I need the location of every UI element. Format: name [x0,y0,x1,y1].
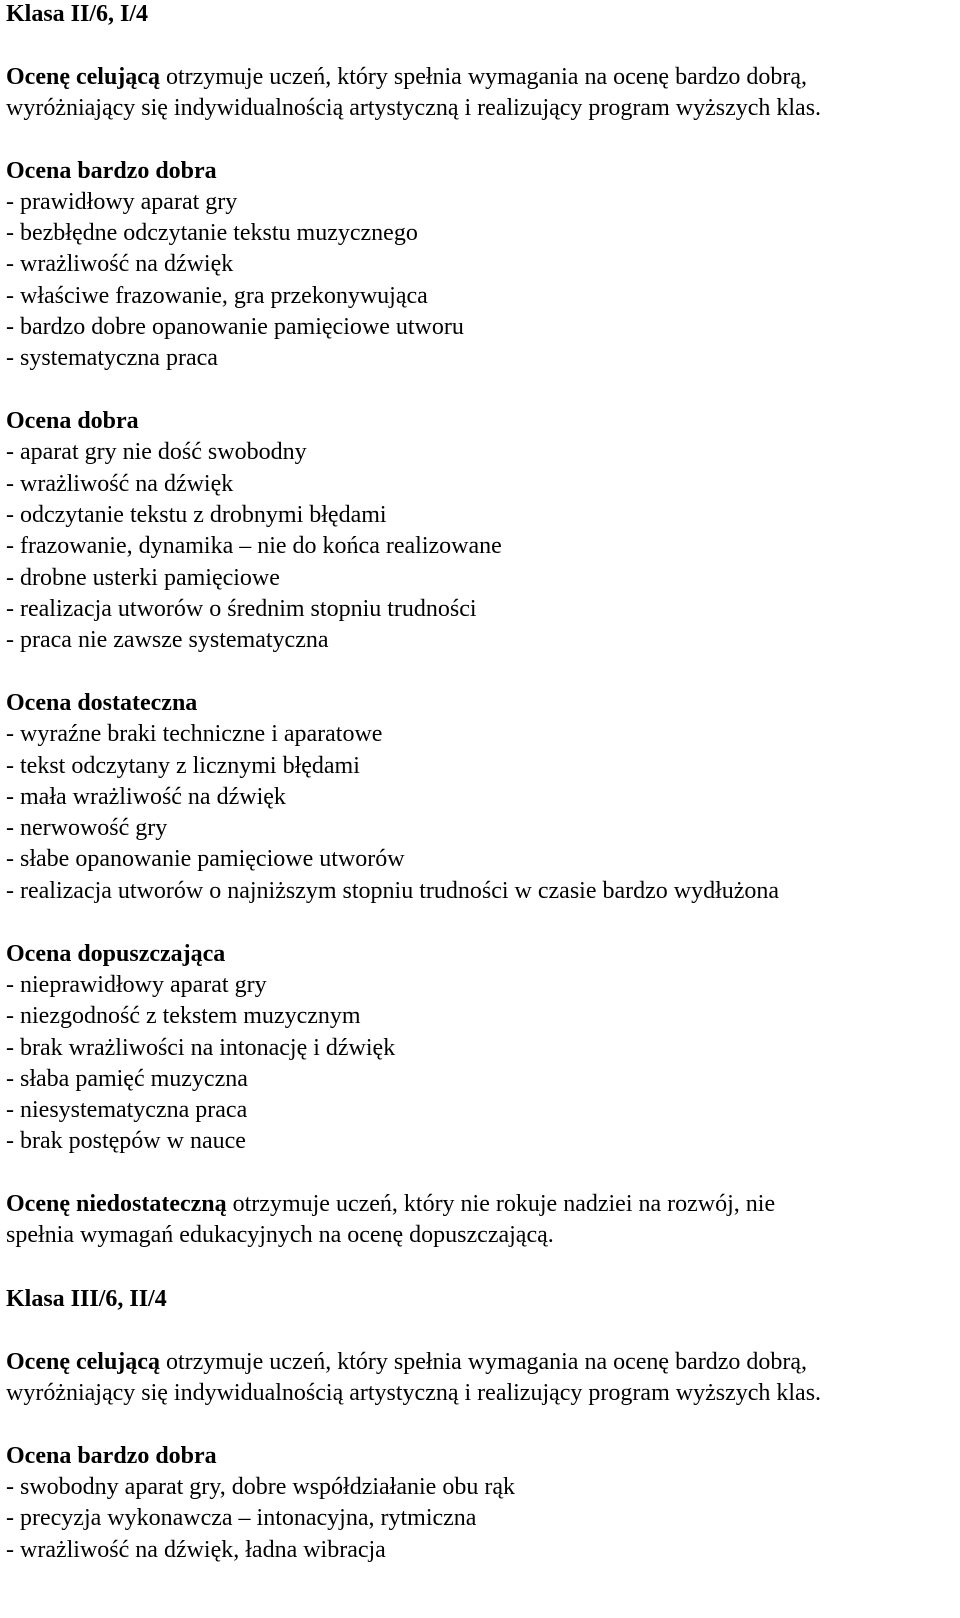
list-item: - mała wrażliwość na dźwięk [6,783,286,811]
niedostateczna-lead-a: Ocenę [6,1191,70,1217]
list-item: - bardzo dobre opanowanie pamięciowe utworu [6,313,464,341]
section-heading-bardzo-dobra: Ocena bardzo dobra [6,158,217,184]
section-heading-bardzo-dobra: Ocena bardzo dobra [6,1443,217,1469]
celujaca-lead: Ocenę celującą [6,64,160,90]
list-item: - wrażliwość na dźwięk [6,250,233,278]
list-item: - odczytanie tekstu z drobnymi błędami [6,501,387,529]
list-item: - frazowanie, dynamika – nie do końca realizowane [6,532,502,560]
niedostateczna-line-1 [6,1190,775,1218]
niedostateczna-text-2: spełnia wymagań edukacyjnych na ocenę dopuszczającą. [6,1222,554,1248]
list-item: - drobne usterki pamięciowe [6,564,280,592]
celujaca-text-2: wyróżniający się indywidualnością artystyczną i realizujący program wyższych klas. [6,95,822,121]
list-item: - nieprawidłowy aparat gry [6,971,267,999]
celujaca-text-2: wyróżniający się indywidualnością artystyczną i realizujący program wyższych klas. [6,1380,822,1406]
section-heading-dobra: Ocena dobra [6,408,139,434]
celujaca-text-1: otrzymuje uczeń, który spełnia wymagania na ocenę bardzo dobrą, [159,1349,808,1375]
section-heading-dopuszczajaca: Ocena dopuszczająca [6,941,226,967]
celujaca-lead: Ocenę celującą [6,1349,160,1375]
celujaca-line-1 [6,63,807,91]
celujaca-line-1 [6,1348,807,1376]
celujaca-text-1: otrzymuje uczeń, który spełnia wymagania na ocenę bardzo dobrą, [159,64,808,90]
class-title: Klasa III/6, II/4 [6,1286,167,1312]
list-item: - wrażliwość na dźwięk [6,470,233,498]
list-item: - słaba pamięć muzyczna [6,1065,248,1093]
list-item: - słabe opanowanie pamięciowe utworów [6,845,405,873]
list-item: - swobodny aparat gry, dobre współdziałanie obu rąk [6,1473,515,1501]
list-item: - aparat gry nie dość swobodny [6,438,307,466]
list-item: - tekst odczytany z licznymi błędami [6,752,360,780]
list-item: - nerwowość gry [6,814,167,842]
list-item: - realizacja utworów o najniższym stopniu trudności w czasie bardzo wydłużona [6,877,779,905]
list-item: - wrażliwość na dźwięk, ładna wibracja [6,1536,386,1564]
list-item: - systematyczna praca [6,344,218,372]
list-item: - praca nie zawsze systematyczna [6,626,329,654]
section-heading-dostateczna: Ocena dostateczna [6,690,198,716]
list-item: - niezgodność z tekstem muzycznym [6,1002,361,1030]
list-item: - niesystematyczna praca [6,1096,247,1124]
list-item: - precyzja wykonawcza – intonacyjna, rytmiczna [6,1504,476,1532]
class-title: Klasa II/6, I/4 [6,1,149,27]
list-item: - brak wrażliwości na intonację i dźwięk [6,1034,395,1062]
niedostateczna-lead-b: niedostateczną [69,1191,227,1217]
list-item: - realizacja utworów o średnim stopniu trudności [6,595,477,623]
list-item: - brak postępów w nauce [6,1127,246,1155]
list-item: - właściwe frazowanie, gra przekonywująca [6,282,428,310]
list-item: - bezbłędne odczytanie tekstu muzycznego [6,219,418,247]
niedostateczna-text-1: otrzymuje uczeń, który nie rokuje nadziei na rozwój, nie [226,1191,776,1217]
list-item: - wyraźne braki techniczne i aparatowe [6,720,382,748]
list-item: - prawidłowy aparat gry [6,188,237,216]
